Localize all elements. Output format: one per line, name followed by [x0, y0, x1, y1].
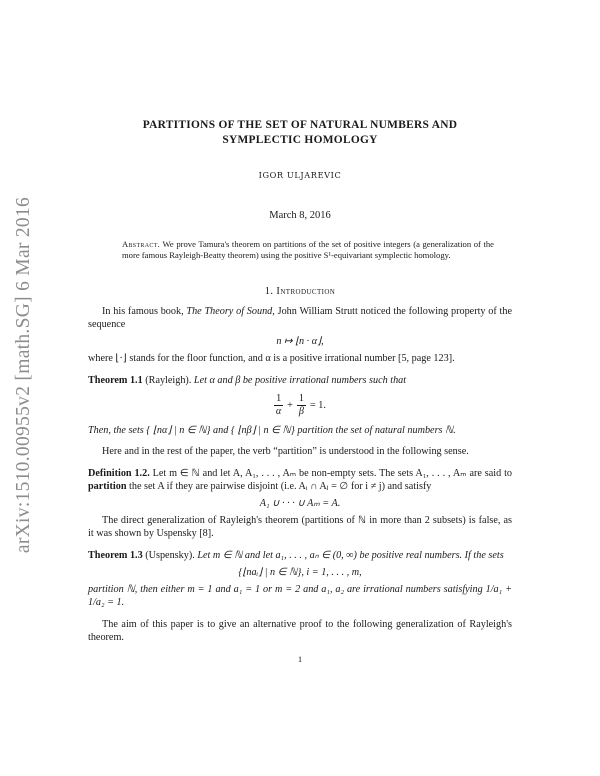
paragraph-5: The aim of this paper is to give an alternative proof to the following generalization of Rayleigh's theorem. [88, 618, 512, 643]
equation-sequence: n ↦ ⌊n · α⌋, [276, 336, 324, 348]
paragraph-1 [88, 305, 512, 332]
section-heading-introduction: 1. Introduction [264, 285, 336, 297]
fraction-numerator: 1 [276, 393, 282, 404]
paper-page [88, 118, 512, 664]
equation-rayleigh [88, 393, 512, 418]
definition-1-2 [88, 467, 512, 494]
definition-1-2-label: Definition 1.2. [88, 467, 150, 479]
definition-1-2-part-b: the set A if they are pairwise disjoint (i.e. Aᵢ ∩ Aⱼ = ∅ for i ≠ j) and satisfy [126, 480, 432, 492]
page-number: 1 [297, 654, 303, 665]
theorem-1-1-attribution: (Rayleigh). [142, 374, 192, 386]
fraction-numerator: 1 [298, 393, 304, 404]
definition-1-2-part-a: Let m ∈ ℕ and let A, A₁, . . . , Aₘ be non-empty sets. The sets A₁, . . . , Aₘ are said to [149, 467, 512, 479]
para1-part-b: , John William Strutt noticed the following property of the sequence [88, 305, 512, 331]
paper-title [88, 118, 512, 148]
abstract-label: Abstract. [122, 239, 161, 249]
plus-sign: + [287, 400, 293, 411]
theorem-1-1-statement: Let α and β be positive irrational numbers such that [191, 374, 407, 386]
fraction-one-over-alpha [274, 393, 283, 418]
theorem-1-1-label: Theorem 1.1 [88, 374, 143, 386]
equation-union: A₁ ∪ · · · ∪ Aₘ = A. [259, 498, 341, 510]
theorem-1-3-label: Theorem 1.3 [88, 549, 143, 561]
paragraph-2: where ⌊·⌋ stands for the floor function, and α is a positive irrational number [5, page 123]. [88, 353, 455, 365]
fraction-one-over-beta [297, 393, 306, 418]
theorem-1-3-conclusion: partition ℕ, then either m = 1 and a₁ = 1 or m = 2 and a₁, a₂ are irrational numbers satisfying 1/a₁ + 1/a₂ = 1. [88, 584, 512, 609]
fraction-denominator-alpha: α [275, 406, 282, 417]
abstract-text: We prove Tamura's theorem on partitions of the set of positive integers (a generalization of the more famous Rayleigh-Beatty theorem) using the positive S¹-equivariant symplectic homology. [122, 239, 494, 261]
title-line-2: SYMPLECTIC HOMOLOGY [222, 134, 378, 146]
title-line-1: PARTITIONS OF THE SET OF NATURAL NUMBERS AND [142, 119, 458, 131]
theorem-1-3 [88, 549, 512, 562]
theorem-1-3-statement: Let m ∈ ℕ and let a₁, . . . , aₙ ∈ (0, ∞) be positive real numbers. If the sets [194, 549, 504, 561]
arxiv-id-text: arXiv:1510.00955v2 [math.SG] 6 Mar 2016 [13, 196, 35, 554]
theorem-1-1 [88, 374, 512, 387]
equation-uspensky-sets: {⌊naᵢ⌋ | n ∈ ℕ}, i = 1, . . . , m, [238, 567, 362, 579]
author-name: IGOR ULJAREVIC [258, 170, 342, 180]
theorem-1-1-conclusion: Then, the sets { ⌊nα⌋ | n ∈ ℕ} and { ⌊nβ⌋ | n ∈ ℕ} partition the set of natural numbers ℕ. [88, 425, 456, 436]
definition-term-partition: partition [88, 480, 127, 492]
paper-date: March 8, 2016 [269, 210, 331, 221]
book-title: The Theory of Sound [186, 305, 273, 317]
paragraph-4: The direct generalization of Rayleigh's theorem (partitions of ℕ in more than 2 subsets) is false, as it was shown by Uspensky [8]. [88, 515, 512, 540]
theorem-1-3-attribution: (Uspensky). [142, 549, 195, 561]
paragraph-3: Here and in the rest of the paper, the verb “partition” is understood in the following sense. [102, 446, 469, 458]
abstract [122, 239, 494, 262]
arxiv-side-identifier [4, 180, 44, 570]
fraction-denominator-beta: β [298, 406, 304, 417]
equation-rhs: = 1. [310, 400, 326, 411]
para1-part-a: In his famous book, [102, 305, 187, 317]
